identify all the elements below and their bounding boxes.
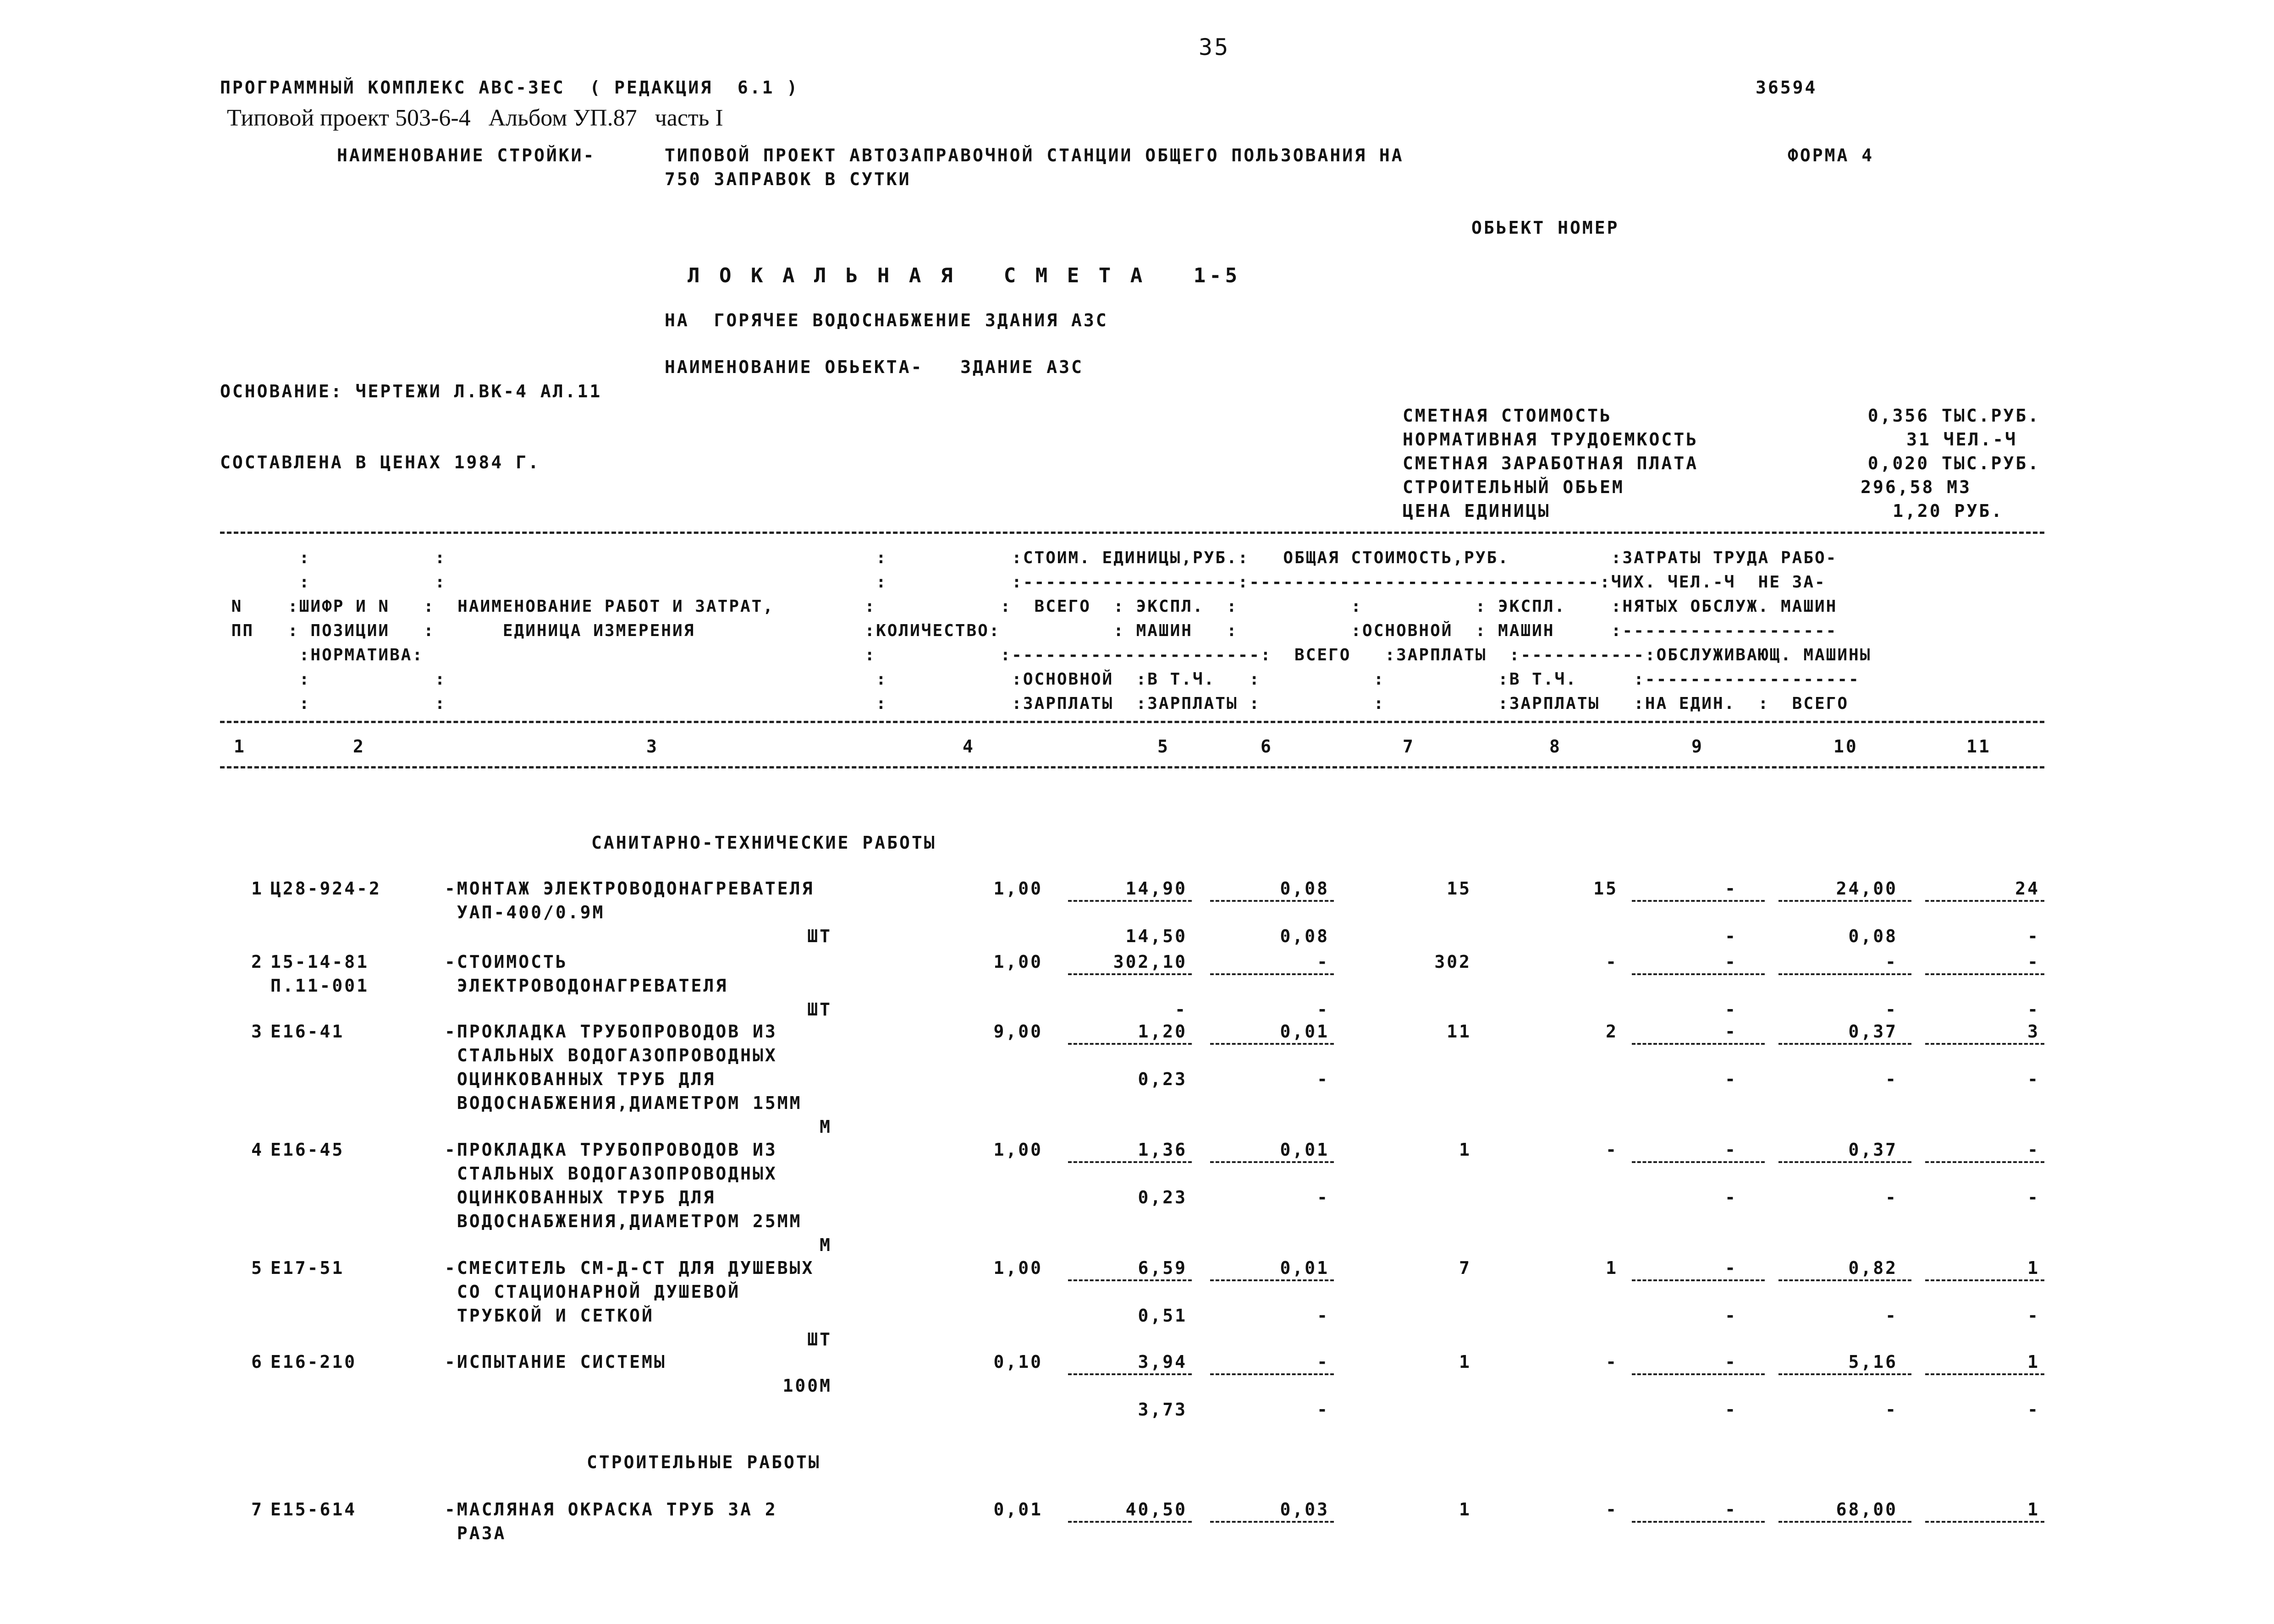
row-machine-labor-total: - <box>2027 926 2040 946</box>
row-code: Е16-41 <box>270 1021 345 1042</box>
row-unit-cost: 14,90 <box>1125 878 1187 899</box>
row-work-name: -МАСЛЯНАЯ ОКРАСКА ТРУБ ЗА 2 <box>445 1499 777 1520</box>
summary-value: 0,020 ТЫС.РУБ. <box>1867 453 2040 473</box>
summary-value: 296,58 М3 <box>1861 477 1971 497</box>
row-total-wage: 15 <box>1593 878 1618 899</box>
prices-line: СОСТАВЛЕНА В ЦЕНАХ 1984 Г. <box>220 452 540 472</box>
column-number: 7 <box>1403 736 1415 757</box>
row-machine-labor-per-unit: - <box>1885 1069 1898 1089</box>
row-unit-wage: 3,73 <box>1138 1399 1187 1420</box>
row-code: Е16-45 <box>270 1140 345 1160</box>
row-machine-wage: - <box>1317 1069 1329 1089</box>
row-machine-wage: 0,08 <box>1280 926 1329 946</box>
row-quantity: 0,01 <box>993 1499 1043 1520</box>
row-machine-total-wage: - <box>1725 999 1737 1020</box>
row-unit-wage: 0,23 <box>1138 1187 1187 1207</box>
row-machine-labor-total: - <box>2027 1069 2040 1089</box>
cell-rule <box>1068 1161 1192 1163</box>
row-unit-wage: 0,51 <box>1138 1306 1187 1326</box>
row-machine-cost: 0,01 <box>1280 1140 1329 1160</box>
row-unit: ШТ <box>807 1329 832 1350</box>
cell-rule <box>1925 1521 2044 1523</box>
cell-rule <box>1210 900 1334 902</box>
row-machine-total: - <box>1725 1258 1737 1278</box>
cell-rule <box>1925 973 2044 975</box>
column-number: 9 <box>1691 736 1704 757</box>
row-number: 2 <box>251 952 264 972</box>
construction-name-2: 750 ЗАПРАВОК В СУТКИ <box>665 169 911 189</box>
cell-rule <box>1068 1373 1192 1375</box>
row-machine-total: - <box>1725 1021 1737 1042</box>
row-machine-total-wage: - <box>1725 1187 1737 1207</box>
row-total: 1 <box>1459 1140 1471 1160</box>
header-line: ПП : ПОЗИЦИИ : ЕДИНИЦА ИЗМЕРЕНИЯ :КОЛИЧЕСТВО: : МАШИН : :ОСНОВНОЙ : МАШИН :------------------- <box>220 621 1838 640</box>
row-unit-cost: 40,50 <box>1125 1499 1187 1520</box>
row-machine-total-wage: - <box>1725 1306 1737 1326</box>
row-code: Е17-51 <box>270 1258 345 1278</box>
row-code: 15-14-81 <box>270 952 369 972</box>
row-unit: 100М <box>782 1376 832 1396</box>
row-unit-cost: 302,10 <box>1113 952 1187 972</box>
row-labor-per-unit: 0,82 <box>1848 1258 1898 1278</box>
row-machine-wage: - <box>1317 1187 1329 1207</box>
column-number: 3 <box>646 736 659 757</box>
row-labor-per-unit: 68,00 <box>1836 1499 1898 1520</box>
column-number: 2 <box>353 736 365 757</box>
row-machine-total: - <box>1725 878 1737 899</box>
row-code: Ц28-924-2 <box>270 878 381 899</box>
header-line: : : : :-------------------:-------------------------------:ЧИХ. ЧЕЛ.-Ч НЕ ЗА- <box>220 573 1826 592</box>
cell-rule <box>1632 1279 1765 1281</box>
row-labor-per-unit: 0,37 <box>1848 1140 1898 1160</box>
header-line: : : : :СТОИМ. ЕДИНИЦЫ,РУБ.: ОБЩАЯ СТОИМОСТЬ,РУБ. :ЗАТРАТЫ ТРУДА РАБО- <box>220 549 1838 567</box>
row-work-name: ВОДОСНАБЖЕНИЯ,ДИАМЕТРОМ 25ММ <box>445 1211 802 1231</box>
row-unit: М <box>820 1117 832 1137</box>
cell-rule <box>1778 1161 1911 1163</box>
program-line: ПРОГРАММНЫЙ КОМПЛЕКС АВС-3ЕС ( РЕДАКЦИЯ 6.1 ) <box>220 77 799 98</box>
summary-label: СМЕТНАЯ СТОИМОСТЬ <box>1403 406 1612 426</box>
cell-rule <box>1210 1043 1334 1045</box>
column-number: 6 <box>1261 736 1273 757</box>
cell-rule <box>1925 1161 2044 1163</box>
row-work-name: ОЦИНКОВАННЫХ ТРУБ ДЛЯ <box>445 1069 716 1089</box>
row-total: 1 <box>1459 1499 1471 1520</box>
cell-rule <box>1632 900 1765 902</box>
row-code: П.11-001 <box>270 976 369 996</box>
row-work-name: -СМЕСИТЕЛЬ СМ-Д-СТ ДЛЯ ДУШЕВЫХ <box>445 1258 815 1278</box>
row-labor-total: 1 <box>2027 1352 2040 1372</box>
row-unit-cost: 6,59 <box>1138 1258 1187 1278</box>
row-machine-total: - <box>1725 952 1737 972</box>
row-work-name: СТАЛЬНЫХ ВОДОГАЗОПРОВОДНЫХ <box>445 1045 777 1065</box>
summary-value: 0,356 ТЫС.РУБ. <box>1867 406 2040 426</box>
row-machine-labor-total: - <box>2027 1306 2040 1326</box>
column-number: 1 <box>234 736 246 757</box>
row-machine-labor-per-unit: - <box>1885 1306 1898 1326</box>
row-labor-per-unit: 24,00 <box>1836 878 1898 899</box>
cell-rule <box>1068 973 1192 975</box>
cell-rule <box>1925 1043 2044 1045</box>
row-work-name: ОЦИНКОВАННЫХ ТРУБ ДЛЯ <box>445 1187 716 1207</box>
row-code: Е15-614 <box>270 1499 357 1520</box>
row-machine-total: - <box>1725 1499 1737 1520</box>
cell-rule <box>1632 1521 1765 1523</box>
row-labor-total: 24 <box>2015 878 2040 899</box>
row-work-name: -СТОИМОСТЬ <box>445 952 568 972</box>
cell-rule <box>1778 1279 1911 1281</box>
column-number: 4 <box>963 736 975 757</box>
form-label: ФОРМА 4 <box>1788 145 1874 165</box>
cell-rule <box>1210 1161 1334 1163</box>
row-code: Е16-210 <box>270 1352 357 1372</box>
cell-rule <box>1210 1279 1334 1281</box>
row-total-wage: 2 <box>1606 1021 1618 1042</box>
row-unit-cost: 3,94 <box>1138 1352 1187 1372</box>
row-machine-cost: - <box>1317 1352 1329 1372</box>
object-name: НАИМЕНОВАНИЕ ОБЬЕКТА- ЗДАНИЕ АЗС <box>665 357 1084 377</box>
row-quantity: 0,10 <box>993 1352 1043 1372</box>
row-unit: ШТ <box>807 926 832 946</box>
summary-label: СТРОИТЕЛЬНЫЙ ОБЬЕМ <box>1403 477 1624 497</box>
row-machine-labor-total: - <box>2027 1399 2040 1420</box>
row-machine-cost: 0,01 <box>1280 1021 1329 1042</box>
column-number: 10 <box>1834 736 1858 757</box>
row-machine-total-wage: - <box>1725 1399 1737 1420</box>
cell-rule <box>1778 1373 1911 1375</box>
row-total-wage: 1 <box>1606 1258 1618 1278</box>
basis-line: ОСНОВАНИЕ: ЧЕРТЕЖИ Л.ВК-4 АЛ.11 <box>220 381 602 401</box>
row-work-name: -ИСПЫТАНИЕ СИСТЕМЫ <box>445 1352 666 1372</box>
section-title: СТРОИТЕЛЬНЫЕ РАБОТЫ <box>587 1452 821 1472</box>
summary-value: 31 ЧЕЛ.-Ч <box>1906 429 2017 450</box>
row-quantity: 1,00 <box>993 1140 1043 1160</box>
row-work-name: РАЗА <box>445 1523 507 1543</box>
cell-rule <box>1068 1043 1192 1045</box>
header-line: : : : :ОСНОВНОЙ :В Т.Ч. : : :В Т.Ч. :------------------- <box>220 670 1860 689</box>
row-quantity: 9,00 <box>993 1021 1043 1042</box>
cell-rule <box>1925 1373 2044 1375</box>
summary-label: СМЕТНАЯ ЗАРАБОТНАЯ ПЛАТА <box>1403 453 1699 473</box>
row-machine-wage: - <box>1317 999 1329 1020</box>
row-work-name: -ПРОКЛАДКА ТРУБОПРОВОДОВ ИЗ <box>445 1021 777 1042</box>
row-labor-per-unit: 5,16 <box>1848 1352 1898 1372</box>
row-number: 5 <box>251 1258 264 1278</box>
header-rule <box>220 721 2044 723</box>
row-quantity: 1,00 <box>993 878 1043 899</box>
section-title: САНИТАРНО-ТЕХНИЧЕСКИЕ РАБОТЫ <box>591 833 936 853</box>
row-machine-total: - <box>1725 1140 1737 1160</box>
row-machine-cost: - <box>1317 952 1329 972</box>
summary-label: ЦЕНА ЕДИНИЦЫ <box>1403 501 1551 521</box>
column-number: 5 <box>1157 736 1170 757</box>
row-work-name: СТАЛЬНЫХ ВОДОГАЗОПРОВОДНЫХ <box>445 1163 777 1184</box>
cell-rule <box>1068 900 1192 902</box>
row-number: 1 <box>251 878 264 899</box>
row-work-name: УАП-400/0.9М <box>445 902 605 922</box>
row-machine-cost: 0,03 <box>1280 1499 1329 1520</box>
cell-rule <box>1925 900 2044 902</box>
row-quantity: 1,00 <box>993 1258 1043 1278</box>
row-machine-labor-total: - <box>2027 999 2040 1020</box>
row-total-wage: - <box>1606 1140 1618 1160</box>
estimate-title: Л О К А Л Ь Н А Я С М Е Т А 1-5 <box>688 264 1241 287</box>
row-machine-total-wage: - <box>1725 926 1737 946</box>
cell-rule <box>1778 900 1911 902</box>
header-line: :НОРМАТИВА: : :----------------------: ВСЕГО :ЗАРПЛАТЫ :-----------:ОБСЛУЖИВАЮЩ. МАШИНЫ <box>220 646 1872 664</box>
row-unit-wage: 14,50 <box>1125 926 1187 946</box>
cell-rule <box>1632 1373 1765 1375</box>
row-machine-wage: - <box>1317 1306 1329 1326</box>
construction-name-1: ТИПОВОЙ ПРОЕКТ АВТОЗАПРАВОЧНОЙ СТАНЦИИ ОБЩЕГО ПОЛЬЗОВАНИЯ НА <box>665 145 1404 165</box>
row-machine-total-wage: - <box>1725 1069 1737 1089</box>
row-machine-labor-per-unit: - <box>1885 1399 1898 1420</box>
row-total: 1 <box>1459 1352 1471 1372</box>
row-total-wage: - <box>1606 952 1618 972</box>
page-number: 35 <box>1199 34 1230 60</box>
cell-rule <box>1068 1521 1192 1523</box>
row-machine-labor-total: - <box>2027 1187 2040 1207</box>
row-work-name: ЭЛЕКТРОВОДОНАГРЕВАТЕЛЯ <box>445 976 728 996</box>
row-number: 4 <box>251 1140 264 1160</box>
doc-number: 36594 <box>1756 77 1817 98</box>
row-unit-cost: 1,20 <box>1138 1021 1187 1042</box>
row-total: 302 <box>1434 952 1471 972</box>
row-total-wage: - <box>1606 1499 1618 1520</box>
column-number: 8 <box>1549 736 1562 757</box>
row-total-wage: - <box>1606 1352 1618 1372</box>
summary-value: 1,20 РУБ. <box>1893 501 2004 521</box>
row-work-name: -МОНТАЖ ЭЛЕКТРОВОДОНАГРЕВАТЕЛЯ <box>445 878 815 899</box>
row-work-name: ВОДОСНАБЖЕНИЯ,ДИАМЕТРОМ 15ММ <box>445 1093 802 1113</box>
row-labor-total: 1 <box>2027 1499 2040 1520</box>
object-number-label: ОБЬЕКТ НОМЕР <box>1471 218 1619 238</box>
header-rule <box>220 532 2044 534</box>
project-line: Типовой проект 503-6-4 Альбом УП.87 часть I <box>227 105 723 131</box>
cell-rule <box>1632 1043 1765 1045</box>
row-work-name: -ПРОКЛАДКА ТРУБОПРОВОДОВ ИЗ <box>445 1140 777 1160</box>
row-unit-wage: - <box>1175 999 1187 1020</box>
row-labor-total: 1 <box>2027 1258 2040 1278</box>
cell-rule <box>1925 1279 2044 1281</box>
cell-rule <box>1778 1521 1911 1523</box>
row-total: 7 <box>1459 1258 1471 1278</box>
row-machine-labor-per-unit: - <box>1885 999 1898 1020</box>
row-number: 6 <box>251 1352 264 1372</box>
header-rule <box>220 766 2044 768</box>
cell-rule <box>1778 1043 1911 1045</box>
header-line: : : : :ЗАРПЛАТЫ :ЗАРПЛАТЫ : : :ЗАРПЛАТЫ :НА ЕДИН. : ВСЕГО <box>220 694 1849 713</box>
summary-label: НОРМАТИВНАЯ ТРУДОЕМКОСТЬ <box>1403 429 1699 450</box>
row-machine-labor-per-unit: - <box>1885 1187 1898 1207</box>
row-total: 15 <box>1447 878 1471 899</box>
row-unit-cost: 1,36 <box>1138 1140 1187 1160</box>
row-labor-total: 3 <box>2027 1021 2040 1042</box>
row-machine-labor-per-unit: 0,08 <box>1848 926 1898 946</box>
row-total: 11 <box>1447 1021 1471 1042</box>
row-work-name: СО СТАЦИОНАРНОЙ ДУШЕВОЙ <box>445 1282 741 1302</box>
estimate-subject: НА ГОРЯЧЕЕ ВОДОСНАБЖЕНИЕ ЗДАНИЯ АЗС <box>665 310 1108 330</box>
cell-rule <box>1210 973 1334 975</box>
cell-rule <box>1778 973 1911 975</box>
cell-rule <box>1632 973 1765 975</box>
cell-rule <box>1210 1373 1334 1375</box>
cell-rule <box>1068 1279 1192 1281</box>
row-quantity: 1,00 <box>993 952 1043 972</box>
row-work-name: ТРУБКОЙ И СЕТКОЙ <box>445 1306 654 1326</box>
row-number: 7 <box>251 1499 264 1520</box>
row-machine-wage: - <box>1317 1399 1329 1420</box>
row-labor-total: - <box>2027 1140 2040 1160</box>
cell-rule <box>1632 1161 1765 1163</box>
row-labor-per-unit: - <box>1885 952 1898 972</box>
cell-rule <box>1210 1521 1334 1523</box>
header-line: N :ШИФР И N : НАИМЕНОВАНИЕ РАБОТ И ЗАТРАТ, : : ВСЕГО : ЭКСПЛ. : : : ЭКСПЛ. :НЯТЫХ ОБСЛУЖ. МАШИН <box>220 597 1838 616</box>
row-unit: ШТ <box>807 999 832 1020</box>
row-machine-cost: 0,01 <box>1280 1258 1329 1278</box>
column-number: 11 <box>1966 736 1991 757</box>
row-unit: М <box>820 1235 832 1255</box>
row-unit-wage: 0,23 <box>1138 1069 1187 1089</box>
row-machine-total: - <box>1725 1352 1737 1372</box>
row-labor-total: - <box>2027 952 2040 972</box>
row-machine-cost: 0,08 <box>1280 878 1329 899</box>
construction-name-label: НАИМЕНОВАНИЕ СТРОЙКИ- <box>337 145 596 165</box>
row-number: 3 <box>251 1021 264 1042</box>
row-labor-per-unit: 0,37 <box>1848 1021 1898 1042</box>
